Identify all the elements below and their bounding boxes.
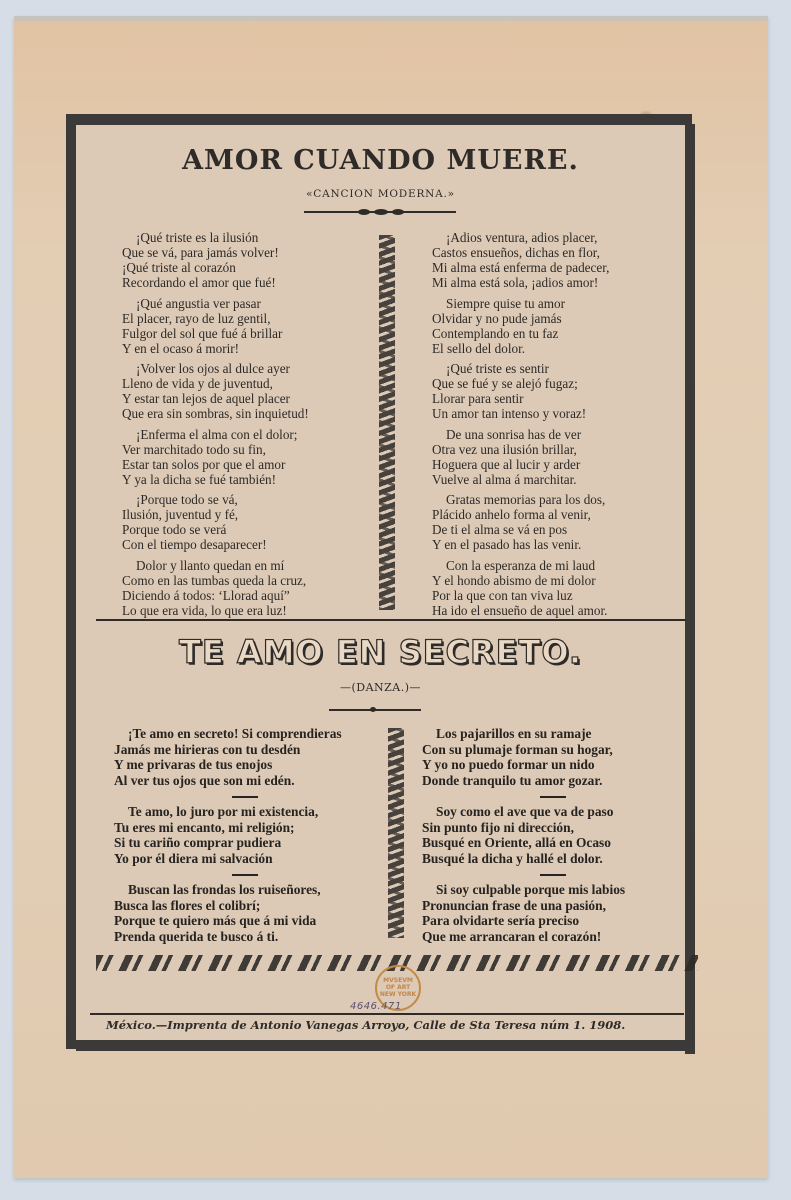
verse-line: Prenda querida te busco á ti. [114, 928, 279, 944]
frame-border-top [66, 114, 692, 125]
verse-line: Si soy culpable porque mis labios [436, 882, 626, 897]
verse-line: ¡Qué triste es sentir [446, 361, 549, 376]
stanza [432, 230, 682, 290]
verse-line: Recordando el amor que fué! [122, 275, 276, 290]
verse-line: Ver marchitado todo su fin, [122, 441, 266, 457]
verse-line: Los pajarillos en su ramaje [436, 726, 592, 741]
verse-line: Por la que con tan viva luz [432, 587, 573, 603]
stanza [122, 361, 372, 421]
verse-line: Buscan las frondas los ruiseñores, [128, 882, 321, 897]
section-divider [96, 619, 686, 621]
verse-line: Tu eres mi encanto, mi religión; [114, 819, 295, 835]
song-title-te-amo-en-secreto: TE AMO EN SECRETO. [179, 633, 582, 671]
verse-line: Busqué la dicha y hallé el dolor. [422, 850, 603, 866]
song1-right-column [432, 230, 682, 623]
verse-line: Que me arrancaran el corazón! [422, 928, 602, 944]
imprint-rule [90, 1013, 684, 1015]
verse-line: Yo por él diera mi salvación [114, 850, 273, 866]
verse-line: Y el hondo abismo de mi dolor [432, 572, 596, 588]
stamp-line-3: NEW YORK [379, 991, 417, 998]
verse-line: Que se vá, para jamás volver! [122, 245, 279, 260]
stanza [114, 726, 376, 788]
verse-line: Porque te quiero más que á mi vida [114, 913, 317, 928]
verse-line: Ha ido el ensueño de aquel amor. [432, 602, 608, 618]
verse-line: ¡Adios ventura, adios placer, [446, 230, 598, 245]
stanza [114, 882, 376, 944]
vine-ornament-icon [388, 728, 404, 938]
stanza [422, 804, 684, 866]
verse-line: Otra vez una ilusión brillar, [432, 441, 577, 457]
stanza-dash-divider [232, 874, 258, 876]
verse-line: Que era sin sombras, sin inquietud! [122, 406, 309, 421]
verse-line: Plácido anhelo forma al venir, [432, 507, 591, 522]
stanza [432, 361, 682, 421]
verse-line: Y en el pasado has las venir. [432, 537, 582, 552]
verse-line: Diciendo á todos: ‘Llorad aquí” [122, 587, 290, 603]
stanza-dash-divider [540, 796, 566, 798]
stamp-line-1: MVSEVM [383, 977, 413, 984]
verse-line: Lo que era vida, lo que era luz! [122, 602, 287, 618]
verse-line: Y me privaras de tus enojos [114, 757, 273, 772]
verse-line: Al ver tus ojos que son mi edén. [114, 772, 295, 788]
stanza [432, 427, 682, 487]
verse-line: ¡Volver los ojos al dulce ayer [136, 361, 290, 376]
verse-line: Que se fué y se alejó fugaz; [432, 376, 578, 391]
printer-imprint: México.—Imprenta de Antonio Vanegas Arroyo, Calle de Sta Teresa núm 1. 1908. [106, 1018, 626, 1032]
verse-line: Soy como el ave que va de paso [436, 804, 614, 819]
verse-line: Con el tiempo desaparecer! [122, 537, 267, 552]
verse-line: Te amo, lo juro por mi existencia, [128, 804, 319, 819]
song1-left-column [122, 230, 372, 623]
sheet-edge [14, 16, 768, 21]
ornamental-rule-icon [329, 709, 421, 711]
verse-line: Olvidar y no pude jamás [432, 310, 562, 326]
verse-line: Ilusión, juventud y fé, [122, 507, 239, 522]
verse-line: Como en las tumbas queda la cruz, [122, 572, 307, 588]
vine-ornament-icon [379, 235, 395, 610]
verse-line: Lleno de vida y de juventud, [122, 376, 273, 391]
stanza-dash-divider [540, 874, 566, 876]
song2-right-column [422, 726, 684, 944]
verse-line: ¡Qué triste es la ilusión [136, 230, 259, 245]
verse-line: Mi alma está sola, ¡adios amor! [432, 275, 599, 290]
frame-border-right [685, 124, 695, 1054]
stanza [122, 230, 372, 290]
verse-line: Y ya la dicha se fué también! [122, 471, 277, 487]
stanza [122, 427, 372, 487]
song2-left-column [114, 726, 376, 944]
verse-line: ¡Qué triste al corazón [122, 260, 236, 275]
song-subtitle-cancion-moderna: «CANCION MODERNA.» [306, 188, 455, 200]
stanza [114, 804, 376, 866]
stamp-line-2: OF ART [385, 984, 411, 991]
verse-line: Contemplando en tu faz [432, 325, 559, 341]
verse-line: Sin punto fijo ni dirección, [422, 819, 574, 835]
verse-line: Y yo no puedo formar un nido [422, 757, 595, 772]
verse-line: Siempre quise tu amor [446, 295, 566, 311]
frame-border-bottom [76, 1040, 693, 1051]
stanza [122, 296, 372, 356]
verse-line: Vuelve al alma á marchitar. [432, 471, 577, 487]
printed-area [76, 125, 685, 1040]
verse-line: Dolor y llanto quedan en mí [136, 557, 285, 573]
verse-line: Y en el ocaso á morir! [122, 340, 240, 356]
verse-line: Si tu cariño comprar pudiera [114, 835, 282, 850]
song-subtitle-danza: —(DANZA.)— [339, 681, 422, 694]
verse-line: Fulgor del sol que fué á brillar [122, 325, 283, 341]
verse-line: Castos ensueños, dichas en flor, [432, 245, 600, 260]
stanza-dash-divider [232, 796, 258, 798]
verse-line: Busca las flores el colibrí; [114, 897, 261, 913]
ornamental-rule-icon [304, 211, 456, 213]
verse-line: Estar tan solos por que el amor [122, 456, 286, 472]
verse-line: Pronuncian frase de una pasión, [422, 897, 606, 913]
verse-line: De una sonrisa has de ver [446, 426, 582, 442]
verse-line: Hoguera que al lucir y arder [432, 456, 581, 472]
stanza [432, 296, 682, 356]
accession-number: 4646.471 [350, 1001, 402, 1012]
verse-line: Llorar para sentir [432, 391, 524, 406]
song-title-amor-cuando-muere: AMOR CUANDO MUERE. [182, 145, 579, 176]
verse-line: Para olvidarte sería preciso [422, 913, 580, 928]
verse-line: ¡Te amo en secreto! Si comprendieras [128, 726, 342, 741]
verse-line: Con la esperanza de mi laud [446, 557, 596, 573]
stanza [122, 558, 372, 618]
verse-line: Y estar tan lejos de aquel placer [122, 391, 290, 406]
verse-line: De ti el alma se vá en pos [432, 522, 568, 537]
stanza [422, 882, 684, 944]
stanza [422, 726, 684, 788]
verse-line: Porque todo se verá [122, 522, 227, 537]
verse-line: El sello del dolor. [432, 340, 526, 356]
verse-line: Gratas memorias para los dos, [446, 492, 606, 507]
stanza [432, 558, 682, 618]
verse-line: Mi alma está enferma de padecer, [432, 260, 610, 275]
verse-line: Jamás me hirieras con tu desdén [114, 741, 301, 757]
stanza [432, 492, 682, 552]
verse-line: Un amor tan intenso y voraz! [432, 406, 587, 421]
stanza [122, 492, 372, 552]
verse-line: Busqué en Oriente, allá en Ocaso [422, 835, 611, 850]
verse-line: Con su plumaje forman su hogar, [422, 741, 613, 757]
verse-line: ¡Enferma el alma con el dolor; [136, 426, 298, 442]
verse-line: ¡Porque todo se vá, [136, 492, 238, 507]
verse-line: El placer, rayo de luz gentil, [122, 310, 271, 326]
broadside-sheet [14, 16, 768, 1178]
verse-line: ¡Qué angustia ver pasar [136, 295, 261, 311]
verse-line: Donde tranquilo tu amor gozar. [422, 772, 603, 788]
frame-border-left [66, 114, 76, 1049]
